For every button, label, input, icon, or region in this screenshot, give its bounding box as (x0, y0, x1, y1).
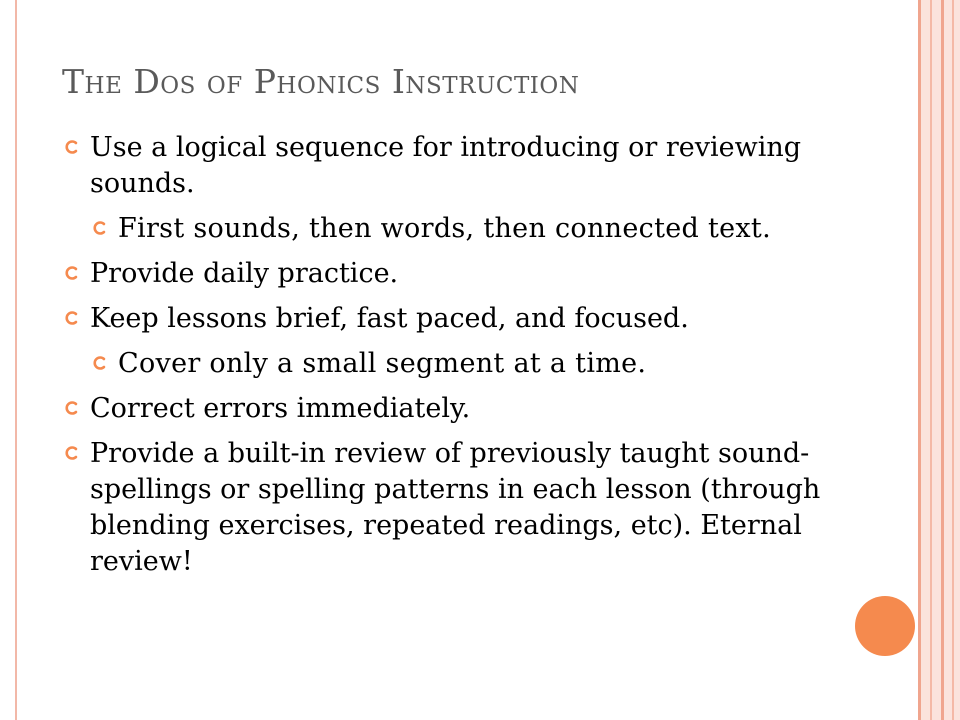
bullet-text: Use a logical sequence for introducing or reviewing sounds. (90, 132, 802, 199)
bullet-list (64, 130, 834, 589)
bullet-text: Keep lessons brief, fast paced, and focused. (90, 303, 689, 334)
bullet-text: Cover only a small segment at a time. (118, 348, 647, 379)
decorative-circle (855, 596, 915, 656)
bullet-text: Provide daily practice. (90, 258, 399, 289)
right-stripe (930, 0, 932, 720)
orange-hook-bullet-icon (64, 140, 78, 154)
bullet-item (64, 256, 834, 292)
orange-hook-bullet-icon (64, 266, 78, 280)
bullet-item (64, 301, 834, 337)
bullet-text: Provide a built-in review of previously taught sound-spellings or spelling patterns in each lesson (through blending exercises, repeated readings, etc). Eternal review! (90, 438, 821, 577)
orange-hook-bullet-icon (64, 446, 78, 460)
orange-hook-bullet-icon (92, 356, 106, 370)
sub-bullet-item (92, 346, 834, 382)
orange-hook-bullet-icon (64, 401, 78, 415)
sub-bullet-item (92, 211, 834, 247)
right-stripe (918, 0, 921, 720)
orange-hook-bullet-icon (92, 221, 106, 235)
bullet-item (64, 130, 834, 202)
right-stripe (941, 0, 944, 720)
bullet-item (64, 436, 834, 580)
bullet-item (64, 391, 834, 427)
bullet-text: First sounds, then words, then connected text. (118, 213, 771, 244)
bullet-text: Correct errors immediately. (90, 393, 471, 424)
right-stripe (952, 0, 954, 720)
slide-title: The Dos of Phonics Instruction (62, 62, 580, 101)
orange-hook-bullet-icon (64, 311, 78, 325)
left-frame-line (15, 0, 17, 720)
